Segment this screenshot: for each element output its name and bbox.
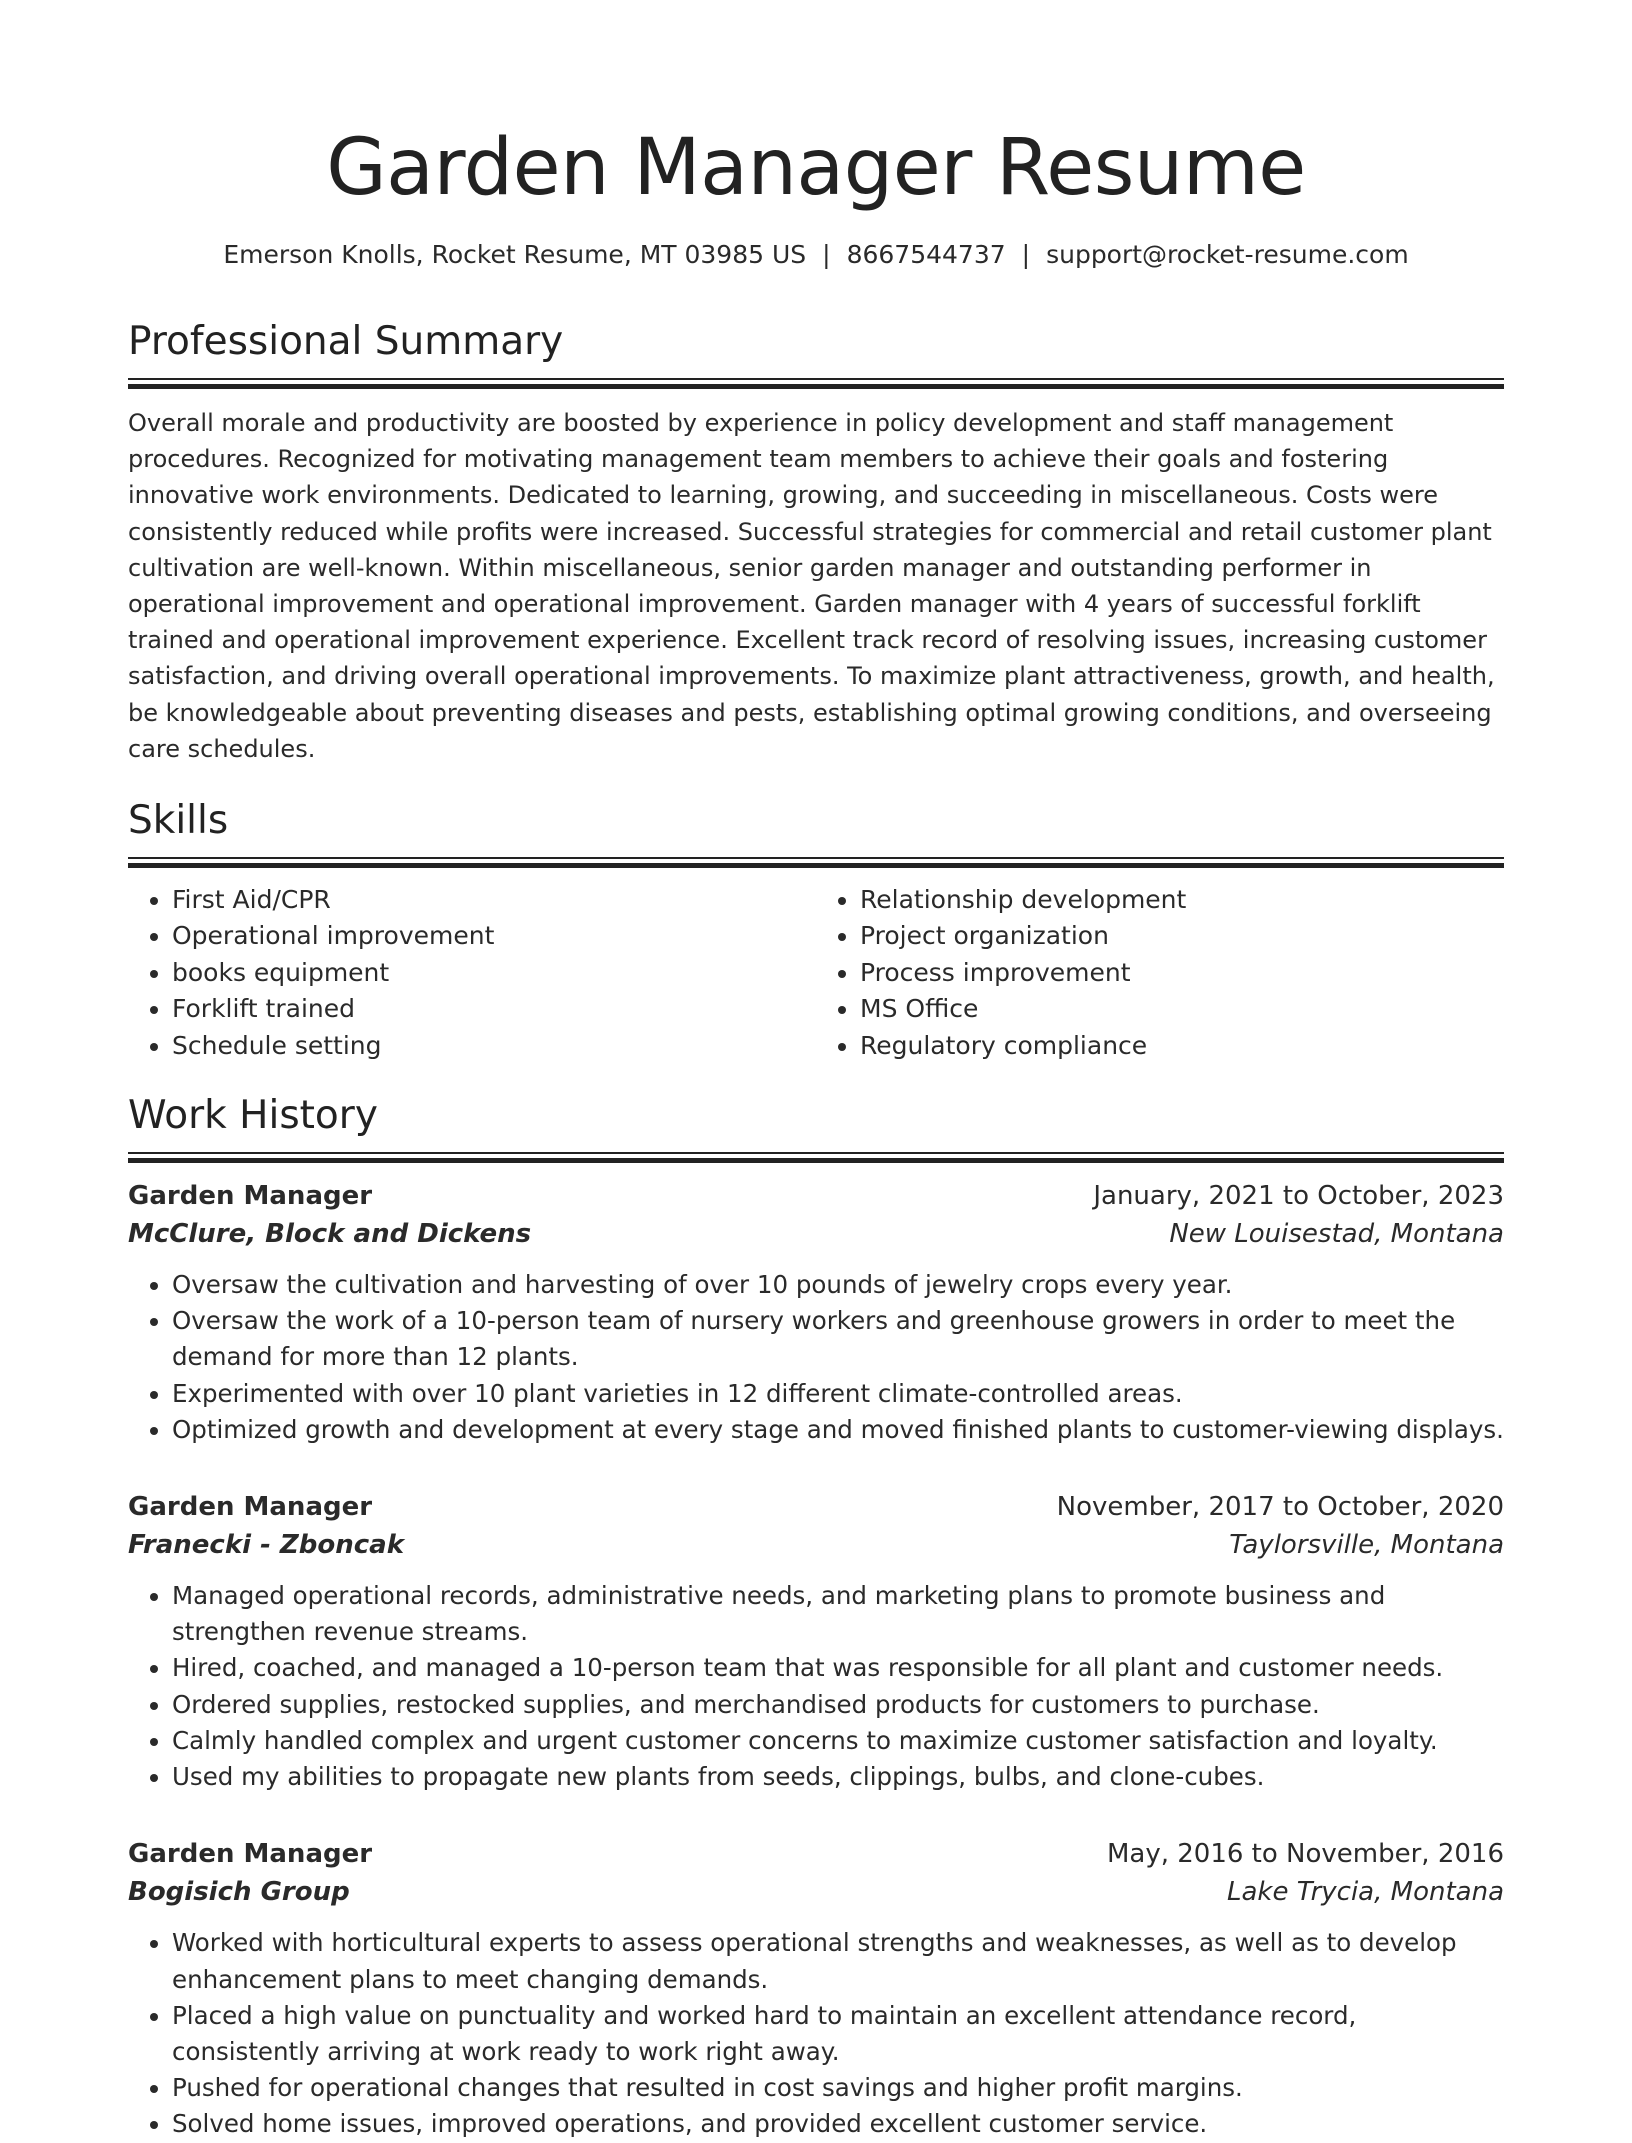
contact-phone: 8667544737 — [846, 240, 1006, 269]
skill-item: • Operational improvement — [172, 918, 816, 954]
job-dates: May, 2016 to November, 2016 — [1106, 1839, 1504, 1870]
work-history-heading: Work History — [128, 1093, 378, 1139]
contact-address: Emerson Knolls, Rocket Resume, MT 03985 US — [223, 240, 807, 269]
job-dates: January, 2021 to October, 2023 — [1093, 1181, 1504, 1212]
job-bullet: • Managed operational records, administrative needs, and marketing plans to promote business and strengthen revenue streams. — [172, 1578, 1504, 1650]
job-entry — [128, 1835, 1504, 2142]
skill-item: • MS Office — [860, 991, 1504, 1027]
section-divider — [128, 378, 1504, 389]
job-bullet: • Ordered supplies, restocked supplies, and merchandised products for customers to purchase. — [172, 1687, 1504, 1723]
skill-item: • Regulatory compliance — [860, 1028, 1504, 1064]
contact-email: support@rocket-resume.com — [1046, 240, 1409, 269]
job-title: Garden Manager — [128, 1492, 373, 1523]
page-title: Garden Manager Resume — [326, 123, 1306, 213]
job-bullet: • Calmly handled complex and urgent customer concerns to maximize customer satisfaction and loyalty. — [172, 1723, 1504, 1759]
job-dates: November, 2017 to October, 2020 — [1056, 1492, 1504, 1523]
section-divider — [128, 857, 1504, 868]
summary-section — [128, 318, 1504, 767]
job-title: Garden Manager — [128, 1839, 373, 1870]
skill-item: • Relationship development — [860, 882, 1504, 918]
skill-item: • Project organization — [860, 918, 1504, 954]
job-bullet: • Oversaw the cultivation and harvesting of over 10 pounds of jewelry crops every year. — [172, 1267, 1504, 1303]
job-company-row — [128, 1873, 1504, 1911]
job-bullet: • Placed a high value on punctuality and worked hard to maintain an excellent attendance record, consistently arriving at work ready to work right away. — [172, 1998, 1504, 2070]
job-company: Bogisich Group — [128, 1877, 350, 1908]
job-bullet: • Solved home issues, improved operations, and provided excellent customer service. — [172, 2106, 1504, 2142]
job-header-row — [128, 1177, 1504, 1215]
job-bullet: • Oversaw the work of a 10-person team of nursery workers and greenhouse growers in order to meet the demand for more than 12 plants. — [172, 1303, 1504, 1375]
job-bullet: • Hired, coached, and managed a 10-person team that was responsible for all plant and customer needs. — [172, 1650, 1504, 1686]
skills-column-right — [816, 882, 1504, 1064]
contact-separator: | — [822, 240, 831, 269]
job-bullet: • Worked with horticultural experts to assess operational strengths and weaknesses, as well as to develop enhancement plans to meet changing demands. — [172, 1925, 1504, 1997]
skill-item: • Process improvement — [860, 955, 1504, 991]
job-bullets — [128, 1925, 1504, 2142]
contact-line — [128, 238, 1504, 272]
job-bullet: • Experimented with over 10 plant varieties in 12 different climate-controlled areas. — [172, 1376, 1504, 1412]
skill-item: • Schedule setting — [172, 1028, 816, 1064]
job-header-row — [128, 1835, 1504, 1873]
job-title: Garden Manager — [128, 1181, 373, 1212]
job-location: New Louisestad, Montana — [1169, 1219, 1504, 1250]
skills-column-left — [128, 882, 816, 1064]
contact-separator: | — [1021, 240, 1031, 269]
skills-section — [128, 797, 1504, 1064]
summary-text: Overall morale and productivity are boosted by experience in policy development and staff management procedures. Recognized for motivating management team members to achieve their goals and fostering innovative work environments. Dedicated to learning, growing, and succeeding in miscellaneous. Costs were consistently reduced while profits were increased. Successful strategies for commercial and retail customer plant cultivation are well-known. Within miscellaneous, senior garden manager and outstanding performer in operational improvement and operational improvement. Garden manager with 4 years of successful forklift trained and operational improvement experience. Excellent track record of resolving issues, increasing customer satisfaction, and driving overall operational improvements. To maximize plant attractiveness, growth, and health, be knowledgeable about preventing diseases and pests, establishing optimal growing conditions, and overseeing care schedules. — [128, 409, 1495, 763]
job-bullet: • Optimized growth and development at every stage and moved finished plants to customer-viewing displays. — [172, 1412, 1504, 1448]
skill-item: • Forklift trained — [172, 991, 816, 1027]
job-entry — [128, 1177, 1504, 1448]
job-bullet: • Pushed for operational changes that resulted in cost savings and higher profit margins. — [172, 2070, 1504, 2106]
summary-heading: Professional Summary — [128, 319, 564, 364]
job-entry — [128, 1488, 1504, 1795]
skills-heading: Skills — [128, 798, 229, 844]
job-header-row — [128, 1488, 1504, 1526]
work-history-section — [128, 1092, 1504, 2142]
job-company: McClure, Block and Dickens — [128, 1219, 532, 1250]
section-divider — [128, 1152, 1504, 1163]
job-company: Franecki - Zboncak — [128, 1530, 405, 1561]
skills-list — [128, 882, 1504, 1064]
job-bullets — [128, 1578, 1504, 1795]
job-location: Lake Trycia, Montana — [1226, 1877, 1504, 1908]
job-bullet: • Used my abilities to propagate new plants from seeds, clippings, bulbs, and clone-cubes. — [172, 1759, 1504, 1795]
skill-item: • books equipment — [172, 955, 816, 991]
job-bullets — [128, 1267, 1504, 1448]
job-location: Taylorsville, Montana — [1229, 1530, 1504, 1561]
job-company-row — [128, 1526, 1504, 1564]
skill-item: • First Aid/CPR — [172, 882, 816, 918]
job-company-row — [128, 1215, 1504, 1253]
